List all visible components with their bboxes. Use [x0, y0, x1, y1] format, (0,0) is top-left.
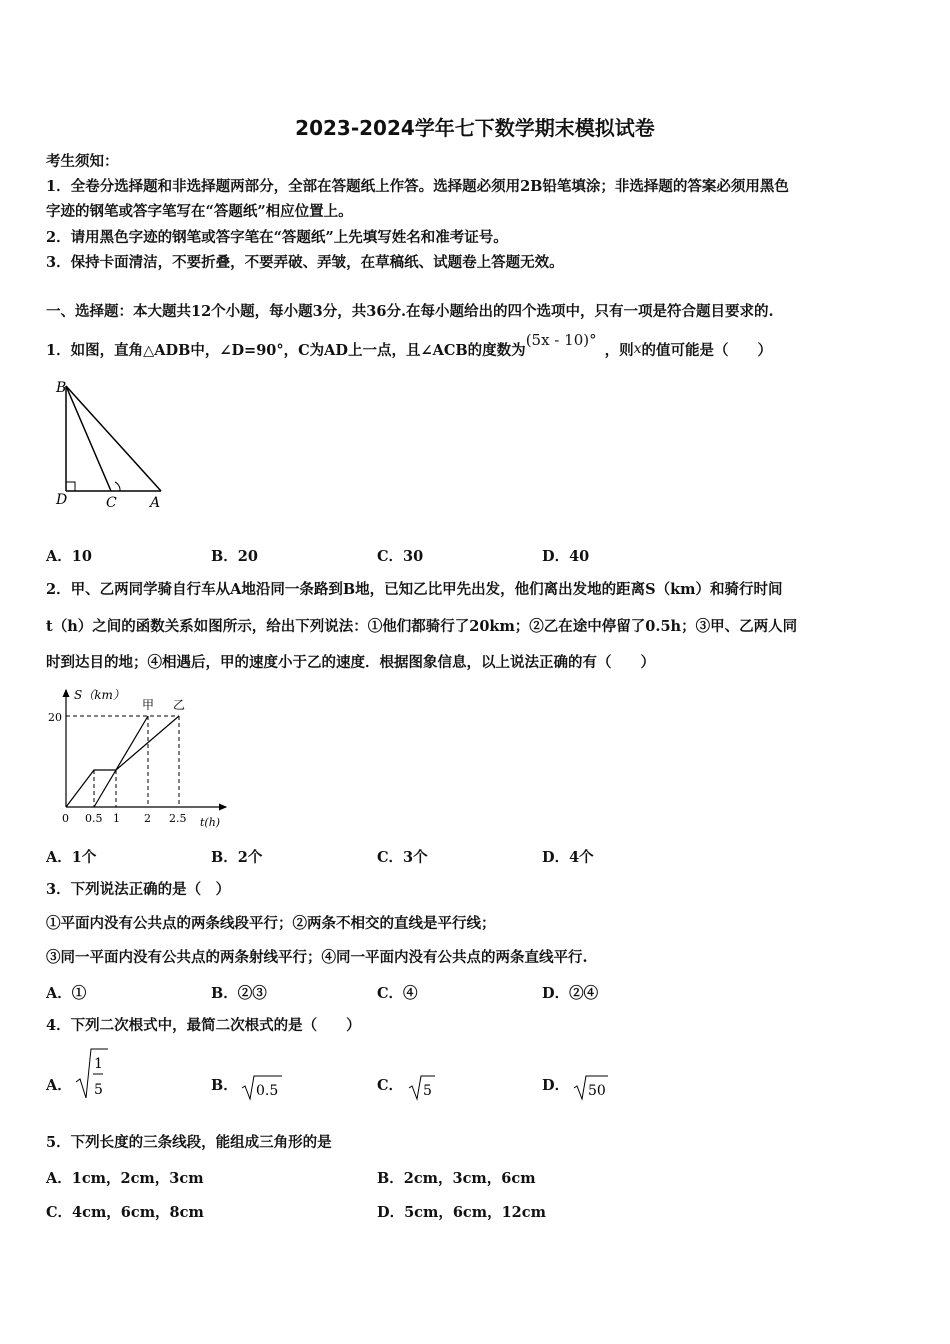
q4-option-c-radical: [407, 1072, 437, 1102]
q2-option-b: B．2个: [211, 849, 263, 866]
q3-option-d: D．②④: [542, 985, 599, 1002]
q2-x-tick-0-5: 0.5: [85, 812, 103, 825]
q1-option-a: A．10: [46, 548, 92, 565]
q3-statement-2: ③同一平面内没有公共点的两条射线平行；④同一平面内没有公共点的两条直线平行.: [46, 949, 588, 966]
q4-option-a-label: A．: [46, 1077, 72, 1094]
q1-label-c: C: [106, 495, 117, 511]
q4-b-radicand: 0.5: [256, 1083, 279, 1099]
q2-option-a: A．1个: [46, 849, 97, 866]
q5-option-c: C．4cm，6cm，8cm: [46, 1204, 204, 1221]
notice-line-2: 2．请用黑色字迹的钢笔或答字笔在“答题纸”上先填写姓名和准考证号。: [46, 229, 508, 246]
page-title: 2023-2024学年七下数学期末模拟试卷: [295, 116, 655, 140]
q2-x-axis-label: t(h): [200, 816, 221, 829]
q2-label-jia: 甲: [142, 698, 155, 712]
q4-option-d-label: D．: [542, 1077, 570, 1094]
q2-stem-line-2: t（h）之间的函数关系如图所示，给出下列说法：①他们都骑行了20km；②乙在途中停留了0.5h；③甲、乙两人同: [46, 618, 798, 635]
q2-x-tick-1: 1: [113, 812, 120, 825]
q5-option-a: A．1cm，2cm，3cm: [46, 1170, 204, 1187]
q2-x-tick-2: 2: [144, 812, 151, 825]
q2-distance-time-graph: [42, 685, 242, 830]
q4-option-a-radical: [74, 1046, 110, 1102]
notice-line-1a: 1．全卷分选择题和非选择题两部分，全部在答题纸上作答。选择题必须用2B铅笔填涂；非选择题的答案必须用黑色: [46, 178, 789, 195]
q4-a-denominator: 5: [94, 1082, 103, 1098]
q2-stem-line-3: 时到达目的地；④相遇后，甲的速度小于乙的速度．根据图象信息，以上说法正确的有（ ）: [46, 654, 655, 671]
q4-c-radicand: 5: [423, 1083, 432, 1099]
q1-label-a: A: [150, 495, 161, 511]
q1-variable: x: [633, 341, 642, 357]
q1-option-c: C．30: [377, 548, 424, 565]
q5-stem: 5．下列长度的三条线段，能组成三角形的是: [46, 1134, 332, 1151]
q3-option-a: A．①: [46, 985, 87, 1002]
q1-label-b: B: [56, 380, 67, 396]
q4-option-b-radical: [240, 1072, 284, 1102]
q2-x-tick-2-5: 2.5: [169, 812, 187, 825]
q4-option-c-label: C．: [377, 1077, 404, 1094]
q3-option-b: B．②③: [211, 985, 267, 1002]
notice-heading: 考生须知：: [46, 153, 119, 170]
q4-stem: 4．下列二次根式中，最简二次根式的是（ ）: [46, 1017, 361, 1034]
q1-triangle-figure: [50, 376, 180, 516]
q1-option-d: D．40: [542, 548, 590, 565]
q1-stem-a: 1．如图，直角△ADB中，∠D=90°，C为AD上一点，且∠ACB的度数为: [46, 342, 526, 359]
q2-y-axis-label: S（km）: [74, 688, 125, 702]
q1-stem-c: 的值可能是（ ）: [641, 342, 772, 359]
q1-option-b: B．20: [211, 548, 258, 565]
q3-stem: 3．下列说法正确的是（ ）: [46, 881, 231, 898]
q3-option-c: C．④: [377, 985, 418, 1002]
q2-label-yi: 乙: [173, 698, 186, 712]
notice-line-3: 3．保持卡面清洁，不要折叠，不要弄破、弄皱，在草稿纸、试题卷上答题无效。: [46, 254, 564, 271]
q5-option-d: D．5cm，6cm，12cm: [377, 1204, 546, 1221]
q2-stem-line-1: 2．甲、乙两同学骑自行车从A地沿同一条路到B地，已知乙比甲先出发，他们离出发地的距离S（km）和骑行时间: [46, 581, 783, 598]
q1-stem: [46, 331, 772, 361]
section-heading: 一、选择题：本大题共12个小题，每小题3分，共36分.在每小题给出的四个选项中，只有一项是符合题目要求的.: [46, 303, 774, 320]
q2-y-tick-20: 20: [48, 711, 62, 724]
q4-option-d-radical: [572, 1072, 610, 1102]
q2-x-tick-0: 0: [62, 812, 69, 825]
q2-option-c: C．3个: [377, 849, 428, 866]
q4-d-radicand: 50: [588, 1083, 606, 1099]
q1-stem-b: ，则: [604, 342, 634, 359]
q4-a-numerator: 1: [94, 1056, 103, 1072]
q2-option-d: D．4个: [542, 849, 594, 866]
q5-option-b: B．2cm，3cm，6cm: [377, 1170, 536, 1187]
q1-expression: (5x - 10)°: [525, 331, 597, 349]
q1-label-d: D: [56, 492, 68, 508]
notice-line-1b: 字迹的钢笔或答字笔写在“答题纸”相应位置上。: [46, 203, 353, 220]
q4-option-b-label: B．: [211, 1077, 238, 1094]
q3-statement-1: ①平面内没有公共点的两条线段平行；②两条不相交的直线是平行线；: [46, 915, 496, 932]
